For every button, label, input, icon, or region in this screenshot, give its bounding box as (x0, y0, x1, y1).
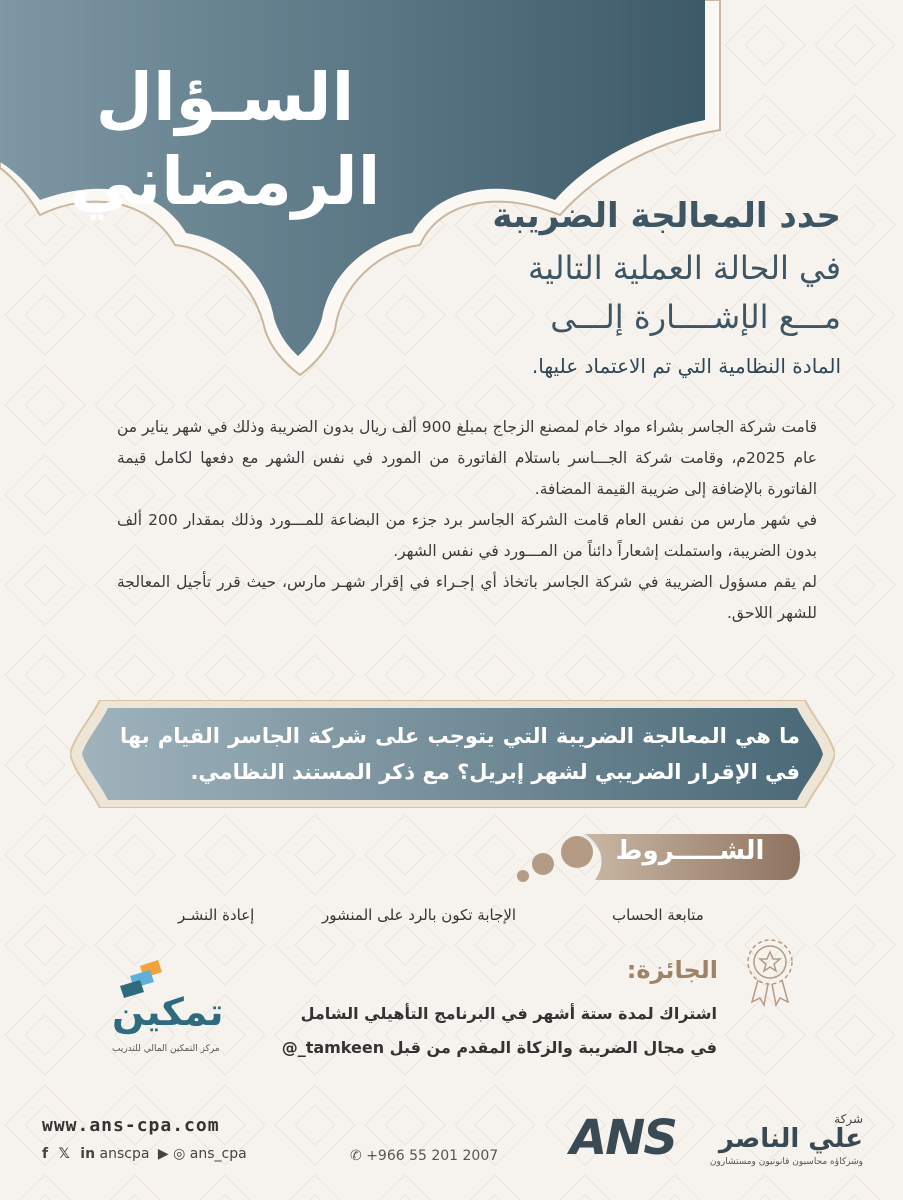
award-line1: اشتراك لمدة ستة أشهر في البرنامج التأهيلي الشامل (300, 1004, 717, 1023)
award-title: الجائزة: (626, 956, 718, 984)
case-paragraph-1: قامت شركة الجاسر بشراء مواد خام لمصنع الزجاج بمبلغ 900 ألف ريال بدون الضريبة وذلك في شهر يناير من عام 2025م، وقامت شركة الجـــاسر باستلام الفاتورة من المورد في نفس الشهر مع دفعها لكامل قيمة الفاتورة بالإضافة إلى ضريبة القيمة المضافة. (117, 418, 818, 498)
company-label: شركة (834, 1112, 863, 1126)
youtube-icon[interactable]: ▶ (157, 1146, 169, 1162)
phone-number: +966 55 201 2007 (366, 1148, 499, 1164)
question-text: ما هي المعالجة الضريبة التي يتوجب على شركة الجاسر القيام بها في الإقرار الضريبي لشهر إبريل؟ مع ذكر المستند النظامي. (120, 724, 800, 784)
condition-repost: إعادة النشـر (178, 906, 255, 924)
facebook-icon[interactable]: f (42, 1146, 49, 1162)
tamkeen-wordmark: تمكين (112, 990, 224, 1034)
condition-follow: متابعة الحساب (612, 906, 704, 924)
condition-reply: الإجابة تكون بالرد على المنشور (322, 906, 517, 924)
heading-line3: مـــع الإشــــارة إلـــى (550, 298, 841, 336)
case-paragraph-2: في شهر مارس من نفس العام قامت الشركة الجاسر برد جزء من البضاعة للمـــورد وذلك بمقدار 200 ألف بدون الضريبة، واستملت إشعاراً دائناً من المـــورد في نفس الشهر. (117, 511, 817, 560)
company-subtitle: وشركاؤه محاسبون قانونيون ومستشارون (709, 1157, 863, 1167)
banner-title (60, 60, 390, 220)
social-handle-1: anscpa (99, 1146, 150, 1162)
award-line2: في مجال الضريبة والزكاة المقدم من قبل tamkeen_@ (281, 1038, 717, 1057)
social-links (42, 1146, 247, 1162)
website-link[interactable]: www.ans-cpa.com (42, 1115, 220, 1136)
company-name: علي الناصر (718, 1124, 863, 1154)
phone-contact[interactable] (350, 1148, 498, 1164)
ans-logo-mark: ANS (570, 1110, 676, 1166)
x-icon[interactable]: 𝕏 (58, 1146, 70, 1162)
instagram-icon[interactable]: ◎ (173, 1146, 186, 1162)
heading-line2: في الحالة العملية التالية (527, 249, 841, 287)
case-paragraph-3: لم يقم مسؤول الضريبة في شركة الجاسر باتخاذ أي إجـراء في إقرار شهـر مارس، حيث قرر تأجيل المعالجة للشهر اللاحق. (117, 573, 817, 622)
heading-line1: حدد المعالجة الضريبة (492, 196, 841, 236)
banner-title-line1: السـؤال (95, 59, 355, 136)
award-ribbon-icon (730, 930, 810, 1010)
banner-title-line2: الرمضاني (69, 142, 381, 220)
linkedin-icon[interactable]: in (80, 1146, 96, 1162)
social-handle-2: ans_cpa (189, 1146, 247, 1162)
tamkeen-subtitle: مركز التمكين المالي للتدريب (112, 1044, 220, 1054)
case-description (117, 412, 817, 629)
phone-icon: ✆ (350, 1148, 362, 1164)
heading-line4: المادة النظامية التي تم الاعتماد عليها. (531, 354, 841, 378)
conditions-label: الشـــــروط (615, 836, 765, 866)
